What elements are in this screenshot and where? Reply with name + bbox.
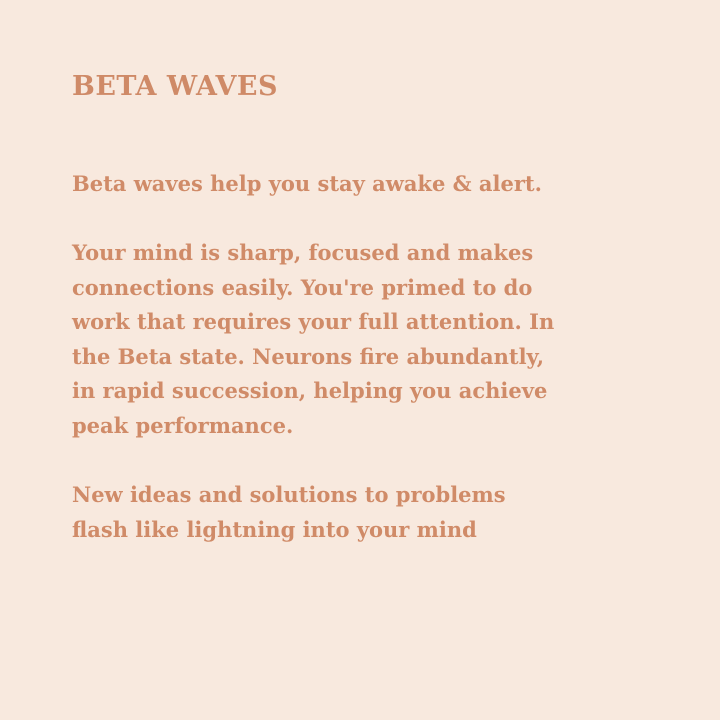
intro-paragraph: Beta waves help you stay awake & alert. [72, 171, 542, 196]
page-title: BETA WAVES [72, 71, 278, 102]
body-paragraph: Your mind is sharp, focused and makes connections easily. You're primed to do work that requires your full attention. In the Beta state. Neurons fire abundantly, in rapid succession, helping you achieve peak performance. [72, 240, 555, 438]
closing-paragraph: New ideas and solutions to problems flash like lightning into your mind [72, 482, 506, 542]
